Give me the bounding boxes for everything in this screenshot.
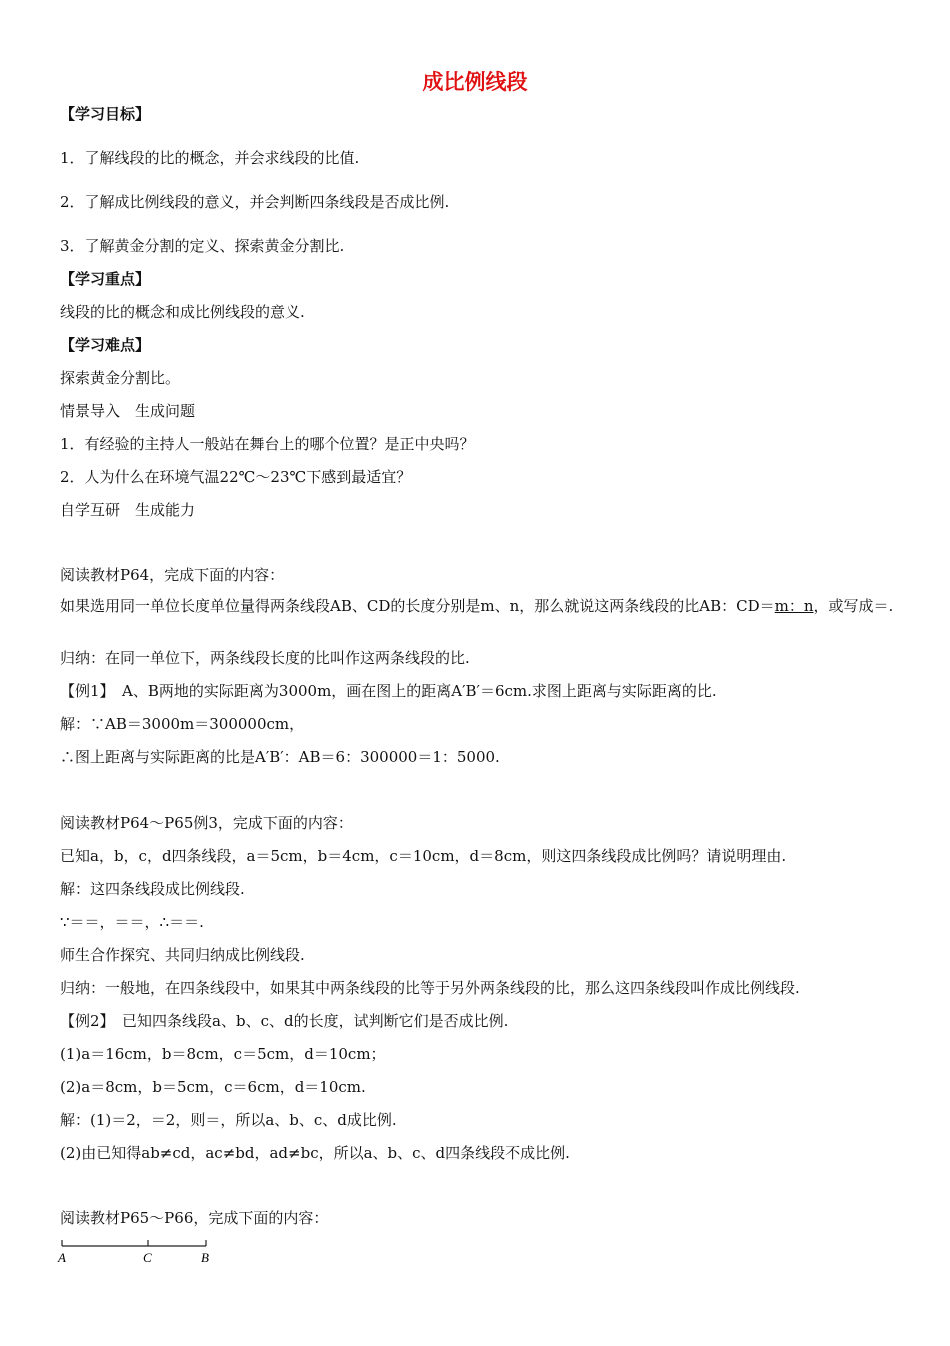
example-2-part-2: (2)a＝8cm，b＝5cm，c＝6cm，d＝10cm. — [60, 1078, 366, 1096]
label-b: B — [201, 1250, 209, 1265]
example-2-solution-1: 解：(1)＝2，＝2，则＝，所以a、b、c、d成比例. — [60, 1111, 397, 1129]
summary-2: 归纳：一般地，在四条线段中，如果其中两条线段的比等于另外两条线段的比，那么这四条线段叫作成比例线段. — [60, 979, 800, 997]
exercise-solution: 解：这四条线段成比例线段. — [60, 880, 245, 898]
question-1: 1．有经验的主持人一般站在舞台上的哪个位置？是正中央吗？ — [60, 435, 475, 453]
example-1-answer: ∴图上距离与实际距离的比是A′B′：AB＝6：300000＝1：5000. — [60, 748, 500, 766]
objective-2: 2．了解成比例线段的意义，并会判断四条线段是否成比例. — [60, 193, 450, 211]
section-heading-difficulties: 【学习难点】 — [60, 336, 151, 354]
summary-1: 归纳：在同一单位下，两条线段长度的比叫作这两条线段的比. — [60, 649, 470, 667]
difficulty-text: 探索黄金分割比。 — [60, 369, 181, 387]
section-scenario: 情景导入 生成问题 — [60, 402, 196, 420]
reading-prompt-2: 阅读教材P64～P65例3，完成下面的内容： — [60, 814, 353, 832]
exercise-given: 已知a，b，c，d四条线段，a＝5cm，b＝4cm，c＝10cm，d＝8cm，则这四条线段成比例吗？请说明理由. — [60, 847, 787, 865]
example-2-solution-2: (2)由已知得ab≠cd，ac≠bd，ad≠bc，所以a、b、c、d四条线段不成比例. — [60, 1144, 570, 1162]
segment-diagram — [56, 1236, 226, 1270]
example-2-part-1: (1)a＝16cm，b＝8cm，c＝5cm，d＝10cm； — [60, 1045, 386, 1063]
question-2: 2．人为什么在环境气温22℃～23℃下感到最适宜？ — [60, 468, 412, 486]
objective-1: 1．了解线段的比的概念，并会求线段的比值. — [60, 149, 360, 167]
label-a: A — [58, 1250, 66, 1265]
objective-3: 3．了解黄金分割的定义、探索黄金分割比. — [60, 237, 345, 255]
ratio-answer: m：n — [774, 597, 814, 615]
reading-prompt-3: 阅读教材P65～P66，完成下面的内容： — [60, 1209, 329, 1227]
example-1-solution: 解：∵AB＝3000m＝300000cm， — [60, 715, 305, 733]
collaboration-note: 师生合作探究、共同归纳成比例线段. — [60, 946, 305, 964]
page-title: 成比例线段 — [422, 70, 528, 94]
exercise-proof: ∵＝＝，＝＝，∴＝＝. — [60, 913, 204, 931]
key-point-text: 线段的比的概念和成比例线段的意义. — [60, 303, 305, 321]
example-1: 【例1】 A、B两地的实际距离为3000m，画在图上的距离A′B′＝6cm.求图上距离与实际距离的比. — [60, 682, 717, 700]
ratio-definition — [60, 598, 900, 615]
section-self-study: 自学互研 生成能力 — [60, 501, 196, 519]
ratio-definition-text: 如果选用同一单位长度单位量得两条线段AB、CD的长度分别是m、n，那么就说这两条线段的比AB：CD＝ — [60, 597, 775, 615]
label-c: C — [143, 1250, 152, 1265]
ratio-definition-tail: ，或写成＝. — [813, 597, 894, 615]
example-2: 【例2】 已知四条线段a、b、c、d的长度，试判断它们是否成比例. — [60, 1012, 509, 1030]
section-heading-objectives: 【学习目标】 — [60, 105, 151, 123]
reading-prompt-1: 阅读教材P64，完成下面的内容： — [60, 566, 285, 584]
section-heading-key-points: 【学习重点】 — [60, 270, 151, 288]
